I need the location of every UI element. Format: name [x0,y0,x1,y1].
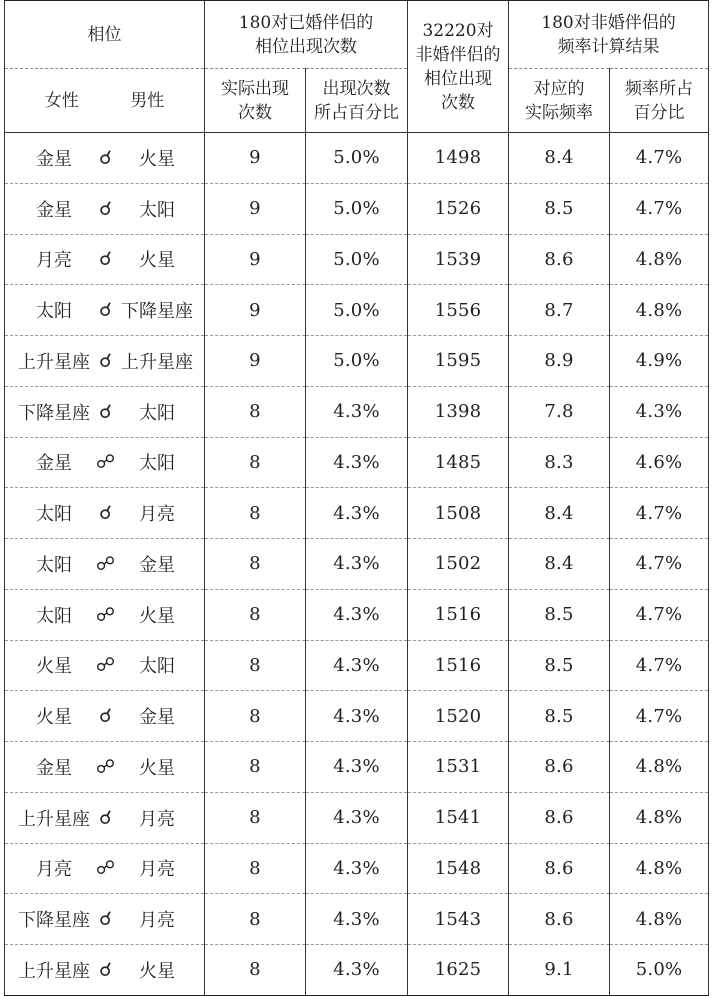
freq-percent-cell: 4.8% [610,843,709,894]
male-planet: 火星 [139,757,175,779]
actual-freq-cell: 9.1 [509,945,610,996]
aspect-table-container [4,0,708,996]
count-percent-cell: 4.3% [306,792,408,843]
header-freq-percent: 频率所占 百分比 [610,69,709,133]
count-percent-cell: 4.3% [306,589,408,640]
female-planet: 火星 [36,707,72,729]
table-row [5,234,709,285]
phase-cell [5,285,205,336]
count-percent-cell: 4.3% [306,539,408,590]
table-row [5,894,709,945]
phase-cell [5,742,205,793]
header-gender [5,69,205,133]
female-planet: 太阳 [36,301,72,323]
freq-percent-cell: 4.7% [610,640,709,691]
phase-cell [5,589,205,640]
header-phase: 相位 [5,1,205,69]
aspect-symbol-icon: ☌ [99,349,112,372]
table-row [5,183,709,234]
phase-cell [5,894,205,945]
freq-percent-cell: 4.7% [610,488,709,539]
actual-freq-cell: 7.8 [509,386,610,437]
actual-count-cell: 8 [205,589,306,640]
female-planet: 火星 [36,656,72,678]
female-planet: 上升星座 [18,960,90,982]
table-row [5,843,709,894]
male-planet: 月亮 [139,910,175,932]
count-percent-cell: 4.3% [306,843,408,894]
actual-freq-cell: 8.9 [509,336,610,387]
phase-cell [5,133,205,184]
phase-cell [5,488,205,539]
male-planet: 月亮 [139,859,175,881]
actual-count-cell: 8 [205,945,306,996]
table-row [5,488,709,539]
male-planet: 火星 [139,250,175,272]
female-planet: 金星 [36,148,72,170]
header-actual-count: 实际出现 次数 [205,69,306,133]
header-married-group: 180对已婚伴侣的 相位出现次数 [205,1,408,69]
aspect-symbol-icon: ☌ [99,908,112,931]
freq-percent-cell: 4.8% [610,792,709,843]
actual-count-cell: 9 [205,234,306,285]
actual-count-cell: 8 [205,894,306,945]
count-percent-cell: 4.3% [306,894,408,945]
freq-percent-cell: 4.8% [610,234,709,285]
freq-percent-cell: 4.7% [610,589,709,640]
actual-freq-cell: 8.6 [509,742,610,793]
actual-freq-cell: 8.5 [509,640,610,691]
female-planet: 金星 [36,757,72,779]
male-planet: 太阳 [139,402,175,424]
table-row [5,133,709,184]
nonmarried-total-cell: 1625 [408,945,509,996]
nonmarried-total-cell: 1595 [408,336,509,387]
table-row [5,640,709,691]
table-row [5,742,709,793]
table-row [5,792,709,843]
male-planet: 火星 [139,960,175,982]
aspect-symbol-icon: ☍ [95,857,116,880]
table-row [5,336,709,387]
freq-percent-cell: 4.7% [610,183,709,234]
phase-cell [5,183,205,234]
male-planet: 火星 [139,148,175,170]
actual-freq-cell: 8.6 [509,843,610,894]
actual-freq-cell: 8.5 [509,691,610,742]
female-planet: 太阳 [36,554,72,576]
actual-count-cell: 8 [205,843,306,894]
phase-cell [5,336,205,387]
nonmarried-total-cell: 1516 [408,640,509,691]
count-percent-cell: 4.3% [306,640,408,691]
actual-count-cell: 8 [205,437,306,488]
actual-freq-cell: 8.3 [509,437,610,488]
freq-percent-cell: 4.3% [610,386,709,437]
male-planet: 太阳 [139,453,175,475]
nonmarried-total-cell: 1548 [408,843,509,894]
male-planet: 上升星座 [121,351,193,373]
female-planet: 太阳 [36,504,72,526]
count-percent-cell: 4.3% [306,945,408,996]
count-percent-cell: 4.3% [306,691,408,742]
aspect-symbol-icon: ☌ [99,248,112,271]
freq-percent-cell: 5.0% [610,945,709,996]
female-planet: 下降星座 [18,402,90,424]
aspect-symbol-icon: ☌ [99,197,112,220]
count-percent-cell: 5.0% [306,285,408,336]
nonmarried-total-cell: 1526 [408,183,509,234]
male-planet: 下降星座 [121,301,193,323]
table-row [5,539,709,590]
freq-percent-cell: 4.8% [610,285,709,336]
female-planet: 金星 [36,453,72,475]
aspect-symbol-icon: ☌ [99,705,112,728]
count-percent-cell: 4.3% [306,742,408,793]
actual-count-cell: 8 [205,691,306,742]
actual-count-cell: 8 [205,742,306,793]
phase-cell [5,539,205,590]
header-actual-freq: 对应的 实际频率 [509,69,610,133]
header-count-percent: 出现次数 所占百分比 [306,69,408,133]
female-planet: 太阳 [36,605,72,627]
header-nonmarried-total: 32220对 非婚伴侣的 相位出现 次数 [408,1,509,133]
aspect-symbol-icon: ☌ [99,958,112,981]
freq-percent-cell: 4.7% [610,133,709,184]
phase-cell [5,843,205,894]
actual-count-cell: 8 [205,386,306,437]
table-row [5,437,709,488]
header-female: 女性 [44,90,79,111]
phase-cell [5,234,205,285]
table-row [5,945,709,996]
synastry-aspect-table [4,0,709,996]
freq-percent-cell: 4.7% [610,539,709,590]
aspect-symbol-icon: ☍ [95,755,116,778]
female-planet: 下降星座 [18,910,90,932]
phase-cell [5,691,205,742]
count-percent-cell: 4.3% [306,488,408,539]
count-percent-cell: 4.3% [306,437,408,488]
male-planet: 太阳 [139,199,175,221]
count-percent-cell: 5.0% [306,133,408,184]
phase-cell [5,945,205,996]
nonmarried-total-cell: 1539 [408,234,509,285]
phase-cell [5,437,205,488]
actual-freq-cell: 8.7 [509,285,610,336]
actual-count-cell: 8 [205,792,306,843]
actual-freq-cell: 8.6 [509,234,610,285]
aspect-symbol-icon: ☌ [99,400,112,423]
nonmarried-total-cell: 1502 [408,539,509,590]
freq-percent-cell: 4.6% [610,437,709,488]
actual-freq-cell: 8.6 [509,894,610,945]
actual-freq-cell: 8.5 [509,589,610,640]
aspect-symbol-icon: ☌ [99,502,112,525]
actual-count-cell: 8 [205,640,306,691]
aspect-symbol-icon: ☍ [95,451,116,474]
table-row [5,691,709,742]
male-planet: 金星 [139,707,175,729]
nonmarried-total-cell: 1531 [408,742,509,793]
nonmarried-total-cell: 1485 [408,437,509,488]
nonmarried-total-cell: 1520 [408,691,509,742]
freq-percent-cell: 4.8% [610,894,709,945]
female-planet: 月亮 [36,250,72,272]
male-planet: 金星 [139,554,175,576]
actual-freq-cell: 8.4 [509,133,610,184]
aspect-symbol-icon: ☌ [99,299,112,322]
actual-count-cell: 8 [205,488,306,539]
actual-freq-cell: 8.6 [509,792,610,843]
aspect-symbol-icon: ☍ [95,603,116,626]
count-percent-cell: 5.0% [306,234,408,285]
female-planet: 上升星座 [18,351,90,373]
nonmarried-total-cell: 1541 [408,792,509,843]
actual-count-cell: 9 [205,133,306,184]
male-planet: 月亮 [139,504,175,526]
actual-freq-cell: 8.5 [509,183,610,234]
female-planet: 金星 [36,199,72,221]
table-row [5,285,709,336]
phase-cell [5,386,205,437]
aspect-symbol-icon: ☌ [99,806,112,829]
nonmarried-total-cell: 1398 [408,386,509,437]
phase-cell [5,640,205,691]
header-nonmarried-group: 180对非婚伴侣的 频率计算结果 [509,1,709,69]
nonmarried-total-cell: 1556 [408,285,509,336]
female-planet: 月亮 [36,859,72,881]
aspect-symbol-icon: ☍ [95,552,116,575]
count-percent-cell: 4.3% [306,386,408,437]
phase-cell [5,792,205,843]
nonmarried-total-cell: 1543 [408,894,509,945]
male-planet: 月亮 [139,808,175,830]
table-row [5,386,709,437]
nonmarried-total-cell: 1516 [408,589,509,640]
freq-percent-cell: 4.9% [610,336,709,387]
nonmarried-total-cell: 1498 [408,133,509,184]
male-planet: 火星 [139,605,175,627]
actual-count-cell: 9 [205,183,306,234]
male-planet: 太阳 [139,656,175,678]
count-percent-cell: 5.0% [306,336,408,387]
table-body [5,133,709,996]
female-planet: 上升星座 [18,808,90,830]
count-percent-cell: 5.0% [306,183,408,234]
freq-percent-cell: 4.8% [610,742,709,793]
actual-freq-cell: 8.4 [509,488,610,539]
actual-count-cell: 9 [205,336,306,387]
aspect-symbol-icon: ☍ [95,654,116,677]
aspect-symbol-icon: ☌ [99,146,112,169]
header-male: 男性 [130,90,165,111]
actual-count-cell: 9 [205,285,306,336]
freq-percent-cell: 4.7% [610,691,709,742]
table-row [5,589,709,640]
actual-freq-cell: 8.4 [509,539,610,590]
actual-count-cell: 8 [205,539,306,590]
nonmarried-total-cell: 1508 [408,488,509,539]
